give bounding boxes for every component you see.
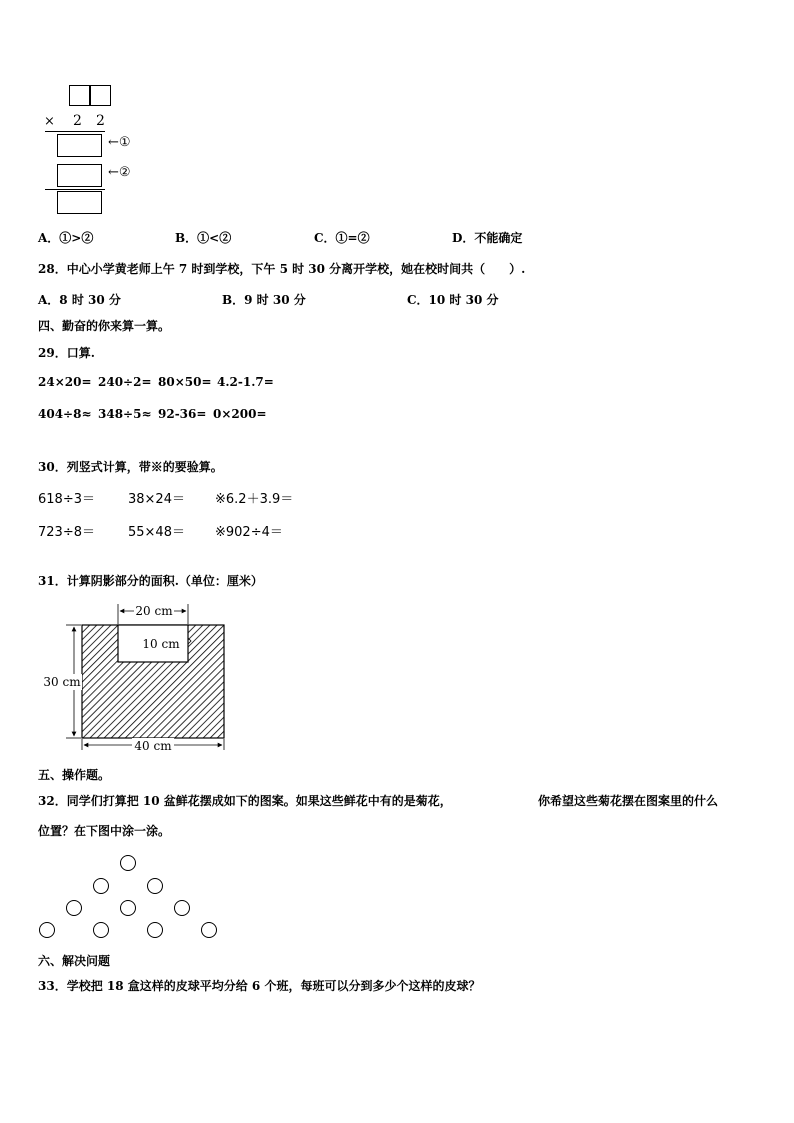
q28-question: 28．中心小学黄老师上午 7 时到学校，下午 5 时 30 分离开学校，她在校时间共（ ）.: [38, 262, 526, 276]
q29-item: 348÷5≈: [98, 407, 152, 421]
flower-pot-circle[interactable]: [201, 922, 217, 938]
multiplier-digit-2: 2: [96, 113, 105, 129]
flower-pot-circle[interactable]: [93, 878, 109, 894]
q28-option-a[interactable]: A．8 时 30 分: [38, 293, 121, 307]
q28-option-b[interactable]: B．9 时 30 分: [222, 293, 306, 307]
q29-item: 240÷2=: [98, 375, 152, 389]
flower-pot-circle[interactable]: [120, 855, 136, 871]
q31-title: 31．计算阴影部分的面积.（单位：厘米）: [38, 574, 263, 588]
q27-option-a[interactable]: A．①>②: [38, 231, 94, 245]
q29-item: 80×50=: [158, 375, 212, 389]
section-5-heading: 五、操作题。: [38, 768, 111, 782]
q29-item: 0×200=: [213, 407, 267, 421]
q29-item: 4.2-1.7=: [217, 375, 274, 389]
q33-question: 33．学校把 18 盒这样的皮球平均分给 6 个班，每班可以分到多少个这样的皮球？: [38, 979, 481, 993]
section-6-heading: 六、解决问题: [38, 954, 111, 968]
flower-pot-circle[interactable]: [147, 922, 163, 938]
q27-option-c[interactable]: C．①=②: [314, 231, 370, 245]
q30-item: 38×24＝: [128, 492, 185, 507]
left-dim-label: 30 cm: [43, 675, 81, 689]
flower-pot-circle[interactable]: [66, 900, 82, 916]
q32-text-line2: 位置？在下图中涂一涂。: [38, 824, 171, 838]
section-4-heading: 四、勤奋的你来算一算。: [38, 319, 171, 333]
q30-item: ※6.2＋3.9＝: [215, 492, 294, 507]
q27-option-b[interactable]: B．①<②: [175, 231, 232, 245]
q30-item: 618÷3＝: [38, 492, 95, 507]
marker-1: ←①: [108, 135, 131, 150]
q29-item: 24×20=: [38, 375, 92, 389]
marker-2: ←②: [108, 165, 131, 180]
flower-pot-circle[interactable]: [93, 922, 109, 938]
shaded-area-figure: [0, 0, 260, 760]
q28-option-c[interactable]: C．10 时 30 分: [407, 293, 499, 307]
q29-item: 404÷8≈: [38, 407, 92, 421]
times-sign: ×: [44, 114, 55, 129]
q30-title: 30．列竖式计算，带※的要验算。: [38, 460, 223, 474]
flower-pot-circle[interactable]: [147, 878, 163, 894]
q27-option-d[interactable]: D．不能确定: [452, 231, 523, 245]
q30-item: 723÷8＝: [38, 525, 95, 540]
flower-pot-circle[interactable]: [39, 922, 55, 938]
q29-item: 92-36=: [158, 407, 207, 421]
q30-item: 55×48＝: [128, 525, 185, 540]
flower-pot-circle[interactable]: [120, 900, 136, 916]
q32-text-line1b: 你希望这些菊花摆在图案里的什么: [538, 794, 719, 808]
multiplier-digit-1: 2: [73, 113, 82, 129]
q29-title: 29．口算.: [38, 346, 95, 360]
bottom-dim-label: 40 cm: [134, 739, 172, 753]
notch-dim-label: 10 cm: [142, 637, 180, 651]
q30-item: ※902÷4＝: [215, 525, 283, 540]
top-dim-label: 20 cm: [135, 604, 173, 618]
flower-pot-circle[interactable]: [174, 900, 190, 916]
q32-text-line1a: 32．同学们打算把 10 盆鲜花摆成如下的图案。如果这些鲜花中有的是菊花，: [38, 794, 452, 808]
